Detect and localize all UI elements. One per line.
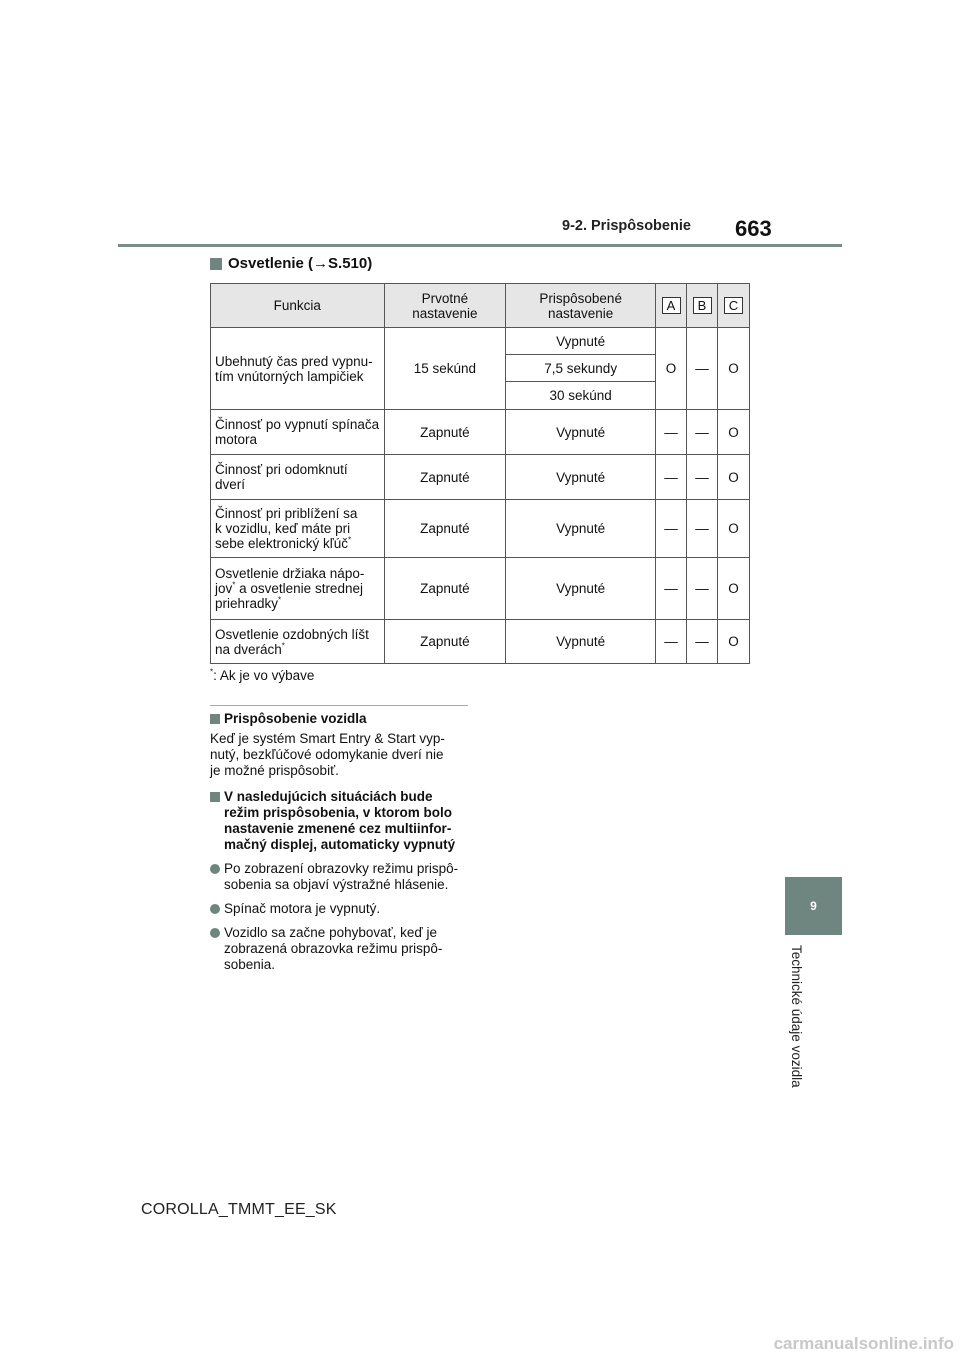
note-heading: V nasledujúcich situáciách bude režim prispôsobenia, v ktorom bolo nastavenie zmenené cez multiinfor- mačný displej, automaticky vypnutý xyxy=(210,789,472,853)
page-number: 663 xyxy=(735,216,772,241)
cell-b: — xyxy=(687,455,718,500)
cell-b: — xyxy=(687,620,718,664)
header-letter-b: B xyxy=(687,284,718,328)
chapter-tab: 9 xyxy=(785,877,842,935)
square-bullet-icon xyxy=(210,258,222,270)
cell-c: O xyxy=(718,500,750,558)
default-cell: Zapnuté xyxy=(384,455,506,500)
table-row xyxy=(211,500,750,558)
table-row xyxy=(211,455,750,500)
custom-cell: Vypnuté xyxy=(506,328,656,355)
cell-c: O xyxy=(718,558,750,620)
list-item: Po zobrazení obrazovky režimu prispô- sobenia sa objaví výstražné hlásenie. xyxy=(210,861,472,893)
table-row xyxy=(211,410,750,455)
note-paragraph: Keď je systém Smart Entry & Start vyp- nutý, bezkľúčové odomykanie dverí nie je možné prispôsobiť. xyxy=(210,731,445,778)
cell-b: — xyxy=(687,410,718,455)
square-bullet-icon xyxy=(210,792,220,802)
function-cell: Činnosť pri odomknutí dverí xyxy=(211,455,385,500)
custom-cell: Vypnuté xyxy=(506,410,656,455)
custom-cell: 7,5 sekundy xyxy=(506,355,656,382)
divider xyxy=(210,705,468,706)
header-letter-a: A xyxy=(656,284,687,328)
header-function: Funkcia xyxy=(211,284,385,328)
section-title: 9-2. Prispôsobenie xyxy=(562,218,691,234)
cell-b: — xyxy=(687,558,718,620)
footnote: *: Ak je vo výbave xyxy=(210,667,315,683)
default-cell: Zapnuté xyxy=(384,410,506,455)
cell-a: — xyxy=(656,410,687,455)
list-item: Vozidlo sa začne pohybovať, keď je zobrazená obrazovka režimu prispô- sobenia. xyxy=(210,925,472,973)
custom-cell: Vypnuté xyxy=(506,558,656,620)
cell-a: — xyxy=(656,558,687,620)
header-custom: Prispôsobené nastavenie xyxy=(506,284,656,328)
function-cell: Ubehnutý čas pred vypnu- tím vnútorných lampičiek xyxy=(211,328,385,410)
cell-a: — xyxy=(656,455,687,500)
section-heading xyxy=(210,255,372,272)
default-cell: Zapnuté xyxy=(384,620,506,664)
header-letter-c: C xyxy=(718,284,750,328)
default-cell: Zapnuté xyxy=(384,558,506,620)
cell-b: — xyxy=(687,328,718,410)
cell-c: O xyxy=(718,410,750,455)
table-row xyxy=(211,620,750,664)
note-heading: Prispôsobenie vozidla xyxy=(210,711,472,727)
cell-a: O xyxy=(656,328,687,410)
function-cell: Činnosť pri priblížení sa k vozidlu, keď máte pri sebe elektronický kľúč* xyxy=(211,500,385,558)
settings-table xyxy=(210,283,750,664)
default-cell: 15 sekúnd xyxy=(384,328,506,410)
chapter-label: Technické údaje vozidla xyxy=(789,945,804,1088)
list-item: Spínač motora je vypnutý. xyxy=(210,901,472,917)
cell-c: O xyxy=(718,328,750,410)
header-rule xyxy=(118,244,842,247)
square-bullet-icon xyxy=(210,714,220,724)
section-heading-text: Osvetlenie (→S.510) xyxy=(228,255,373,272)
cell-a: — xyxy=(656,620,687,664)
table-row xyxy=(211,558,750,620)
default-cell: Zapnuté xyxy=(384,500,506,558)
custom-cell: Vypnuté xyxy=(506,500,656,558)
custom-cell: Vypnuté xyxy=(506,620,656,664)
circle-bullet-icon xyxy=(210,864,220,874)
cell-b: — xyxy=(687,500,718,558)
custom-cell: Vypnuté xyxy=(506,455,656,500)
circle-bullet-icon xyxy=(210,928,220,938)
header-default: Prvotné nastavenie xyxy=(384,284,506,328)
watermark: carmanualsonline.info xyxy=(773,1334,954,1353)
table-row xyxy=(211,328,750,355)
footer-code: COROLLA_TMMT_EE_SK xyxy=(141,1201,337,1218)
function-cell: Činnosť po vypnutí spínača motora xyxy=(211,410,385,455)
function-cell: Osvetlenie ozdobných líšt na dverách* xyxy=(211,620,385,664)
cell-a: — xyxy=(656,500,687,558)
custom-cell: 30 sekúnd xyxy=(506,382,656,410)
cell-c: O xyxy=(718,620,750,664)
function-cell: Osvetlenie držiaka nápo- jov* a osvetlenie strednej priehradky* xyxy=(211,558,385,620)
notes xyxy=(210,711,472,973)
cell-c: O xyxy=(718,455,750,500)
circle-bullet-icon xyxy=(210,904,220,914)
